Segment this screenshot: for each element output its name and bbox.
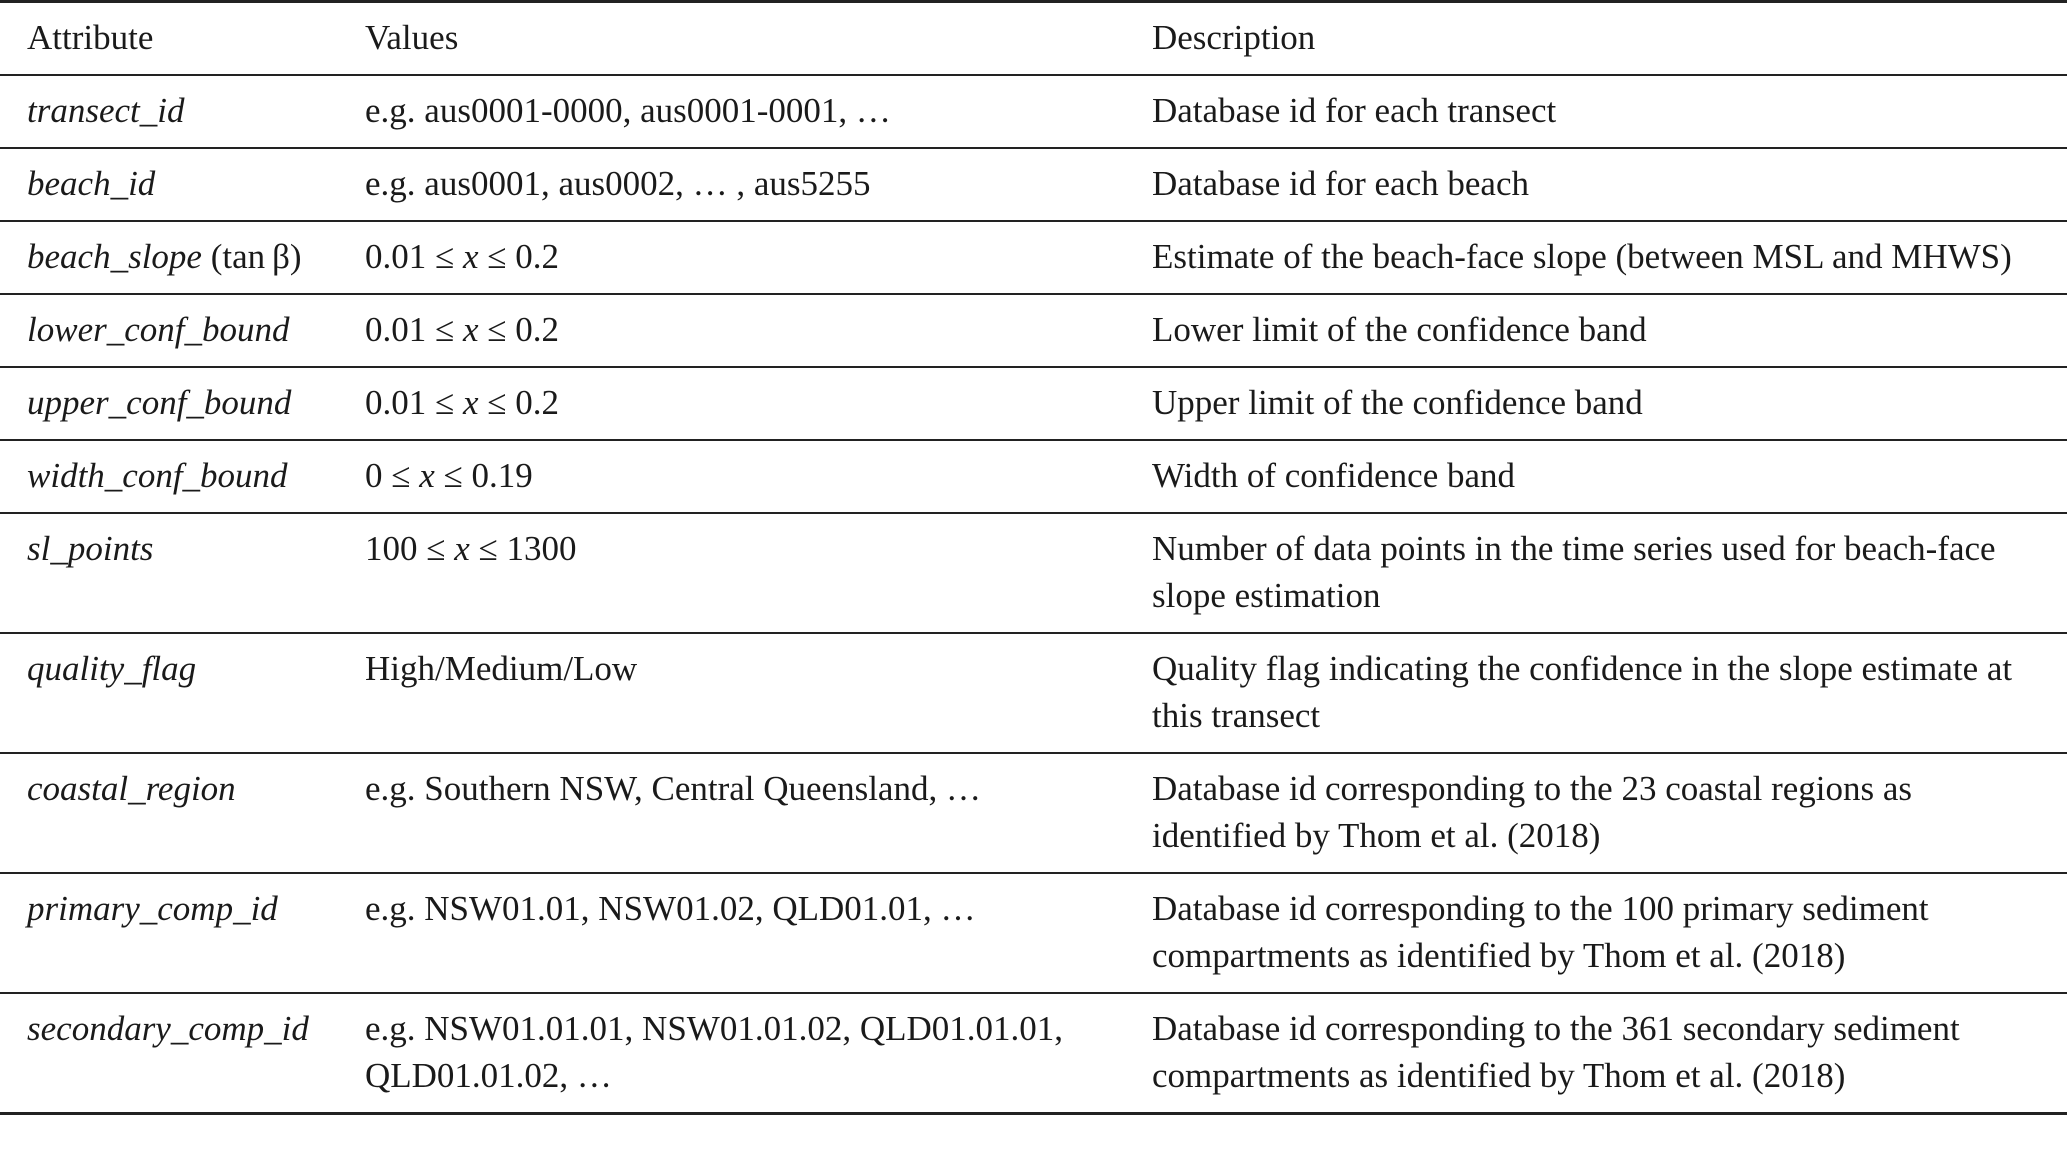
table-row — [0, 993, 2067, 1114]
values-cell: e.g. Southern NSW, Central Queensland, … — [365, 769, 981, 808]
values-cell: e.g. aus0001, aus0002, … , aus5255 — [365, 164, 871, 203]
math-variable: x — [462, 383, 479, 422]
values-cell: 0 ≤ x ≤ 0.19 — [365, 456, 533, 495]
attribute-cell: sl_points — [27, 529, 154, 568]
values-cell: 100 ≤ x ≤ 1300 — [365, 529, 577, 568]
description-cell: Database id corresponding to the 100 primary sediment compartments as identified by Thom et al. (2018) — [1152, 889, 1929, 975]
math-variable: x — [462, 237, 479, 276]
table-row — [0, 148, 2067, 221]
values-cell: e.g. NSW01.01, NSW01.02, QLD01.01, … — [365, 889, 976, 928]
values-cell: 0.01 ≤ x ≤ 0.2 — [365, 237, 559, 276]
header-row — [0, 2, 2067, 76]
table-row — [0, 221, 2067, 294]
table-header — [0, 2, 2067, 76]
table-row — [0, 75, 2067, 148]
attribute-cell: upper_conf_bound — [27, 383, 292, 422]
table-row — [0, 440, 2067, 513]
description-cell: Database id for each beach — [1152, 164, 1530, 203]
description-cell: Lower limit of the confidence band — [1152, 310, 1647, 349]
table-row — [0, 294, 2067, 367]
table-row — [0, 367, 2067, 440]
attribute-cell — [0, 221, 365, 294]
description-cell: Database id for each transect — [1152, 91, 1557, 130]
table-row — [0, 873, 2067, 993]
attribute-cell: coastal_region — [27, 769, 236, 808]
attribute-cell: primary_comp_id — [27, 889, 278, 928]
table-row — [0, 633, 2067, 753]
table-body — [0, 75, 2067, 1114]
description-cell: Quality flag indicating the confidence in the slope estimate at this transect — [1152, 649, 2013, 735]
attribute-cell: transect_id — [27, 91, 185, 130]
attribute-cell: lower_conf_bound — [27, 310, 290, 349]
values-cell: e.g. NSW01.01.01, NSW01.01.02, QLD01.01.01, QLD01.01.02, … — [365, 1009, 1064, 1095]
description-cell: Number of data points in the time series used for beach-face slope estimation — [1152, 529, 1996, 615]
header-attribute: Attribute — [27, 18, 154, 57]
values-cell: 0.01 ≤ x ≤ 0.2 — [365, 310, 559, 349]
attribute-cell: width_conf_bound — [27, 456, 288, 495]
description-cell: Upper limit of the confidence band — [1152, 383, 1643, 422]
values-cell: High/Medium/Low — [365, 649, 638, 688]
math-variable: x — [419, 456, 435, 495]
math-variable: x — [454, 529, 470, 568]
math-variable: x — [462, 310, 479, 349]
table-row — [0, 753, 2067, 873]
header-values: Values — [365, 18, 459, 57]
attribute-cell: secondary_comp_id — [27, 1009, 309, 1048]
description-cell: Database id corresponding to the 361 secondary sediment compartments as identified by Thom et al. (2018) — [1152, 1009, 1960, 1095]
values-cell: 0.01 ≤ x ≤ 0.2 — [365, 383, 559, 422]
attribute-cell: beach_id — [27, 164, 156, 203]
attribute-name: beach_slope — [27, 237, 202, 276]
header-description: Description — [1152, 18, 1316, 57]
description-cell: Width of confidence band — [1152, 456, 1516, 495]
description-cell: Database id corresponding to the 23 coastal regions as identified by Thom et al. (2018) — [1152, 769, 1913, 855]
attribute-suffix: (tan β) — [210, 237, 302, 276]
values-cell: e.g. aus0001-0000, aus0001-0001, … — [365, 91, 891, 130]
table-row — [0, 513, 2067, 633]
description-cell: Estimate of the beach-face slope (between MSL and MHWS) — [1152, 237, 2012, 276]
attribute-cell: quality_flag — [27, 649, 197, 688]
